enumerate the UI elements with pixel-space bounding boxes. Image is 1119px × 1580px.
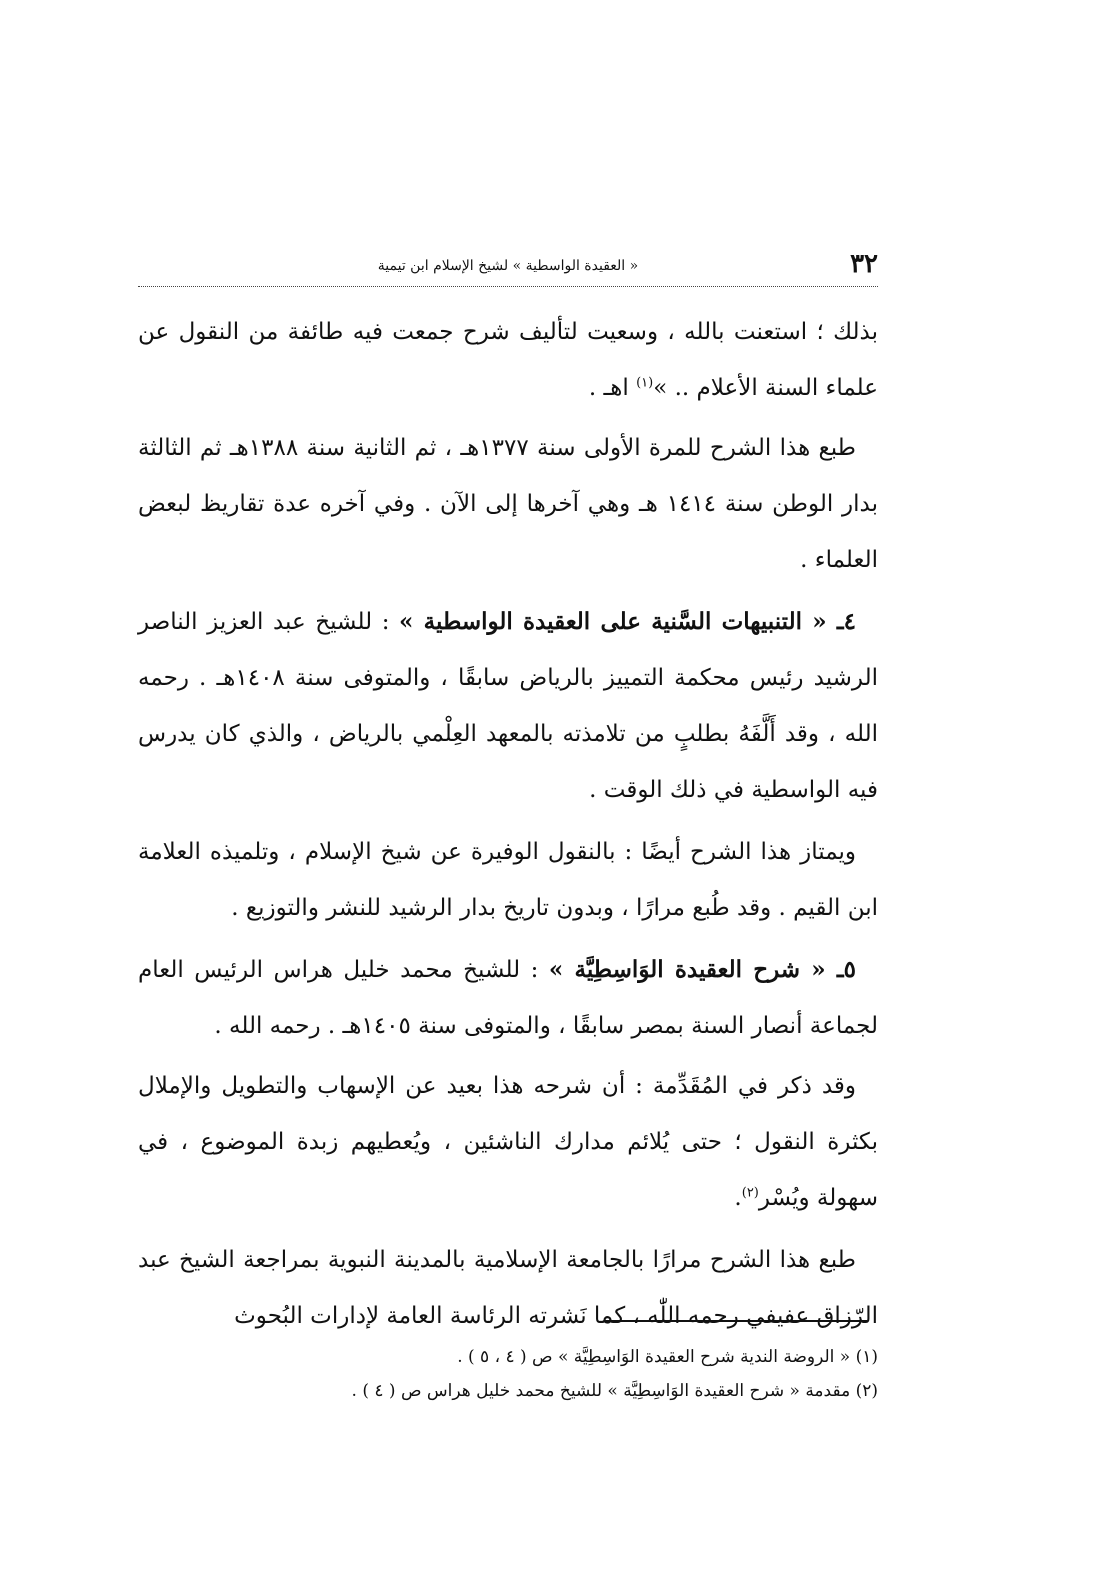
paragraph-text: بذلك ؛ استعنت بالله ، وسعيت لتأليف شرح جمعت فيه طائفة من النقول عن علماء السنة الأعلام .. » — [138, 319, 878, 401]
paragraph-item-4 — [138, 594, 878, 818]
header-divider — [138, 286, 878, 287]
footnote-2: (٢) مقدمة « شرح العقيدة الوَاسِطِيَّة » للشيخ محمد خليل هراس ص ( ٤ ) . — [351, 1381, 878, 1401]
paragraph-continuation — [138, 304, 878, 416]
paragraph-text: طبع هذا الشرح للمرة الأولى سنة ١٣٧٧هـ ، ثم الثانية سنة ١٣٨٨هـ ثم الثالثة بدار الوطن سنة ١٤١٤ هـ وهي آخرها إلى الآن . وفي آخره عدة تقاريظ لبعض العلماء . — [138, 435, 878, 573]
footnote-1: (١) « الروضة الندية شرح العقيدة الوَاسِطِيَّة » ص ( ٤ ، ٥ ) . — [457, 1347, 878, 1367]
paragraph-item-4-features — [138, 824, 878, 936]
paragraph-introduction-note — [138, 1058, 878, 1226]
paragraph-text: طبع هذا الشرح مرارًا بالجامعة الإسلامية بالمدينة النبوية بمراجعة الشيخ عبد الرّزاق عفيفي رحمه اللّٰه ، كما نَشرته الرئاسة العامة لإدارات البُحوث — [138, 1247, 878, 1329]
paragraph-text: وقد ذكر في المُقَدِّمة : أن شرحه هذا بعيد عن الإسهاب والتطويل والإملال بكثرة النقول ؛ حتى يُلائم مدارك الناشئين ، ويُعطيهم زبدة الموضوع ، في سهولة ويُسْر — [138, 1073, 878, 1211]
running-title: « العقيدة الواسطية » لشيخ الإسلام ابن تيمية — [377, 258, 639, 274]
paragraph-text: : للشيخ عبد العزيز الناصر الرشيد رئيس محكمة التمييز بالرياض سابقًا ، والمتوفى سنة ١٤٠٨هـ . رحمه الله ، وقد أَلَّفَهُ بطلبٍ من تلامذته بالمعهد العِلْمي بالرياض ، والذي كان يدرس فيه الواسطية في ذلك الوقت . — [138, 609, 878, 803]
footnote-ref-2: (٢) — [741, 1185, 759, 1201]
body-text — [138, 304, 878, 1350]
paragraph-printing-history — [138, 420, 878, 588]
footnote-divider — [605, 1320, 867, 1322]
page-number: ٣٢ — [850, 249, 878, 279]
paragraph-printing-university — [138, 1232, 878, 1344]
footnote-ref-1: (١) — [636, 375, 654, 391]
paragraph-text: ويمتاز هذا الشرح أيضًا : بالنقول الوفيرة عن شيخ الإسلام ، وتلميذه العلامة ابن القيم . وقد طُبع مرارًا ، وبدون تاريخ بدار الرشيد للنشر والتوزيع . — [138, 839, 878, 921]
item-4-title: ٤ـ « التنبيهات السَّنية على العقيدة الواسطية » — [399, 608, 856, 635]
paragraph-text: : للشيخ محمد خليل هراس الرئيس العام لجماعة أنصار السنة بمصر سابقًا ، والمتوفى سنة ١٤٠٥هـ . رحمه الله . — [138, 957, 878, 1039]
footnotes — [138, 1340, 878, 1408]
paragraph-item-5 — [138, 942, 878, 1054]
item-5-title: ٥ـ « شرح العقيدة الوَاسِطِيَّة » — [548, 956, 856, 983]
paragraph-tail: . — [734, 1185, 742, 1211]
paragraph-tail: اهـ . — [588, 375, 637, 401]
page-header — [138, 249, 878, 285]
